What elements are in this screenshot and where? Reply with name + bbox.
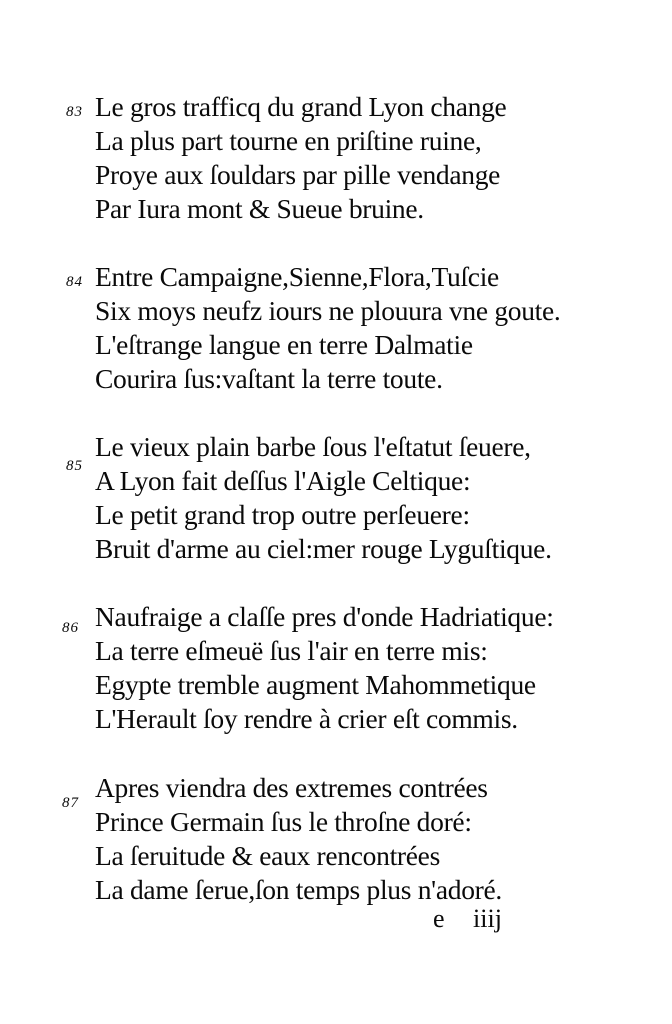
quatrain-number: 87 — [62, 795, 79, 811]
verse-line: Courira ſus:vaſtant la terre toute. — [95, 363, 443, 394]
quatrain-number: 86 — [62, 620, 79, 636]
quatrain-number: 84 — [66, 274, 83, 290]
verse-line: Proye aux ſouldars par pille vendange — [95, 159, 501, 190]
verse-line: Egypte tremble augment Mahommetique — [95, 669, 536, 700]
signature-mark: e iiij — [433, 904, 502, 933]
quatrain-number: 85 — [66, 458, 83, 474]
verse-line: Prince Germain ſus le throſne doré: — [95, 806, 472, 837]
verse-line: Apres viendra des extremes contrées — [95, 772, 488, 803]
verse-line: La terre eſmeuë ſus l'air en terre mis: — [95, 635, 488, 666]
verse-line: Entre Campaigne,Sienne,Flora,Tuſcie — [95, 261, 499, 292]
verse-line: La ſeruitude & eaux rencontrées — [95, 840, 440, 871]
verse-line: La plus part tourne en priſtine ruine, — [95, 125, 482, 156]
verse-line: Six moys neufz iours ne plouura vne goute. — [95, 295, 561, 326]
verse-line: Naufraige a claſſe pres d'onde Hadriatique: — [95, 601, 554, 632]
verse-line: L'eſtrange langue en terre Dalmatie — [95, 329, 473, 360]
verse-line: La dame ſerue,ſon temps plus n'adoré. — [95, 874, 502, 905]
verse-line: Le petit grand trop outre perſeuere: — [95, 499, 470, 530]
verse-line: A Lyon fait deſſus l'Aigle Celtique: — [95, 465, 471, 496]
verse-line: L'Herault ſoy rendre à crier eſt commis. — [95, 703, 518, 734]
verse-line: Le vieux plain barbe ſous l'eſtatut ſeuere, — [95, 431, 531, 462]
quatrain-number: 83 — [66, 104, 83, 120]
verse-line: Par Iura mont & Sueue bruine. — [95, 193, 424, 224]
verse-line: Bruit d'arme au ciel:mer rouge Lyguſtique. — [95, 533, 552, 564]
verse-line: Le gros trafficq du grand Lyon change — [95, 91, 507, 122]
